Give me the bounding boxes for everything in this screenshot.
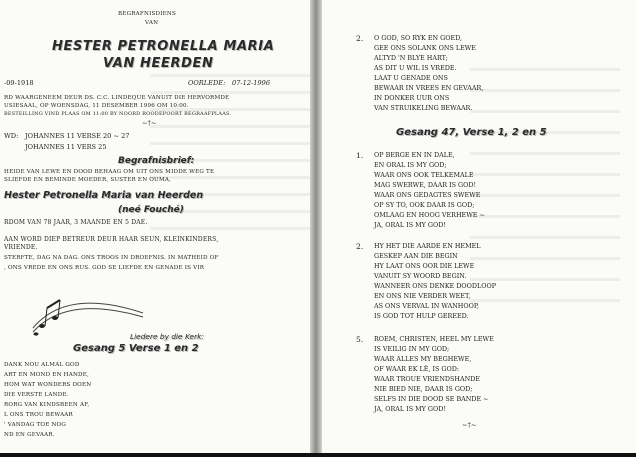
verse-line: OF WAAR EK LÊ, IS GOD: — [374, 365, 460, 373]
scripture-prefix: WD: — [4, 132, 19, 140]
verse-line: IS VEILIG IN MY GOD; — [374, 345, 450, 353]
song-line: L ONS TROU BEWAAR — [4, 412, 73, 418]
verse-number: 5. — [356, 335, 364, 344]
maiden-name: (neé Fouché) — [118, 205, 184, 215]
verse-line: AS DIT U WIL IS VREDE. — [374, 64, 457, 72]
verse-line: MAG SWERWE, DAAR IS GOD! — [374, 181, 477, 189]
service-line: RD WAARGENEEM DEUR DS. C.C. LINDEQUE VANUIT DIE HERVORMDE — [4, 95, 230, 101]
song-line: ND EN GEVAAR. — [4, 432, 55, 438]
service-line: BESTEILLING VIND PLAAS OM 11:00 BY NOORD ROODEPOORT BEGRAAFPLAAS. — [4, 111, 232, 117]
obituary-heading: Begrafnisbrief: — [118, 156, 195, 166]
death-label: OORLEDE: — [188, 79, 226, 87]
ornament: ~†~ — [462, 421, 477, 429]
scan-edge — [0, 453, 636, 457]
verse-line: HY HET DIE AARDE EN HEMEL — [374, 242, 481, 250]
scripture-reading: JOHANNES 11 VERS 25 — [25, 143, 107, 151]
death-date: 07-12-1996 — [232, 79, 271, 87]
song-heading: Gesang 5 Verse 1 en 2 — [73, 343, 199, 354]
obituary-line: AAN WORD DIEP BETREUR DEUR HAAR SEUN, KLEINKINDERS, — [4, 236, 219, 243]
obituary-line: SLIEFDE EN BEMINDE MOEDER, SUSTER EN OUMA, — [4, 177, 172, 183]
verse-number: 2. — [356, 242, 364, 251]
song-line: RORG VAN KINDSBEEN AF, — [4, 402, 90, 408]
verse-line: IS GOD TOT HULP GEREED. — [374, 312, 469, 320]
song-line: ART EN MOND EN HANDE, — [4, 372, 90, 378]
obituary-line: , ONS VREDE EN ONS RUS. GOD SE LIEFDE EN GENADE IS VIR — [4, 265, 205, 271]
obituary-line: VRIENDE. — [4, 244, 38, 251]
obituary-deceased-name: Hester Petronella Maria van Heerden — [4, 190, 204, 201]
verse-line: ROEM, CHRISTEN, HEEL MY LEWE — [374, 335, 494, 343]
verse-line: OP SY TO, OOK DAAR IS GOD; — [374, 201, 475, 209]
songs-heading: Liedere by die Kerk: — [130, 332, 204, 341]
verse-line: LAAT U GENADE ONS — [374, 74, 448, 82]
verse-line: WANNEER ONS DENKE DOODLOOP — [374, 282, 497, 290]
music-notes-icon — [28, 288, 148, 338]
song-heading: Gesang 47, Verse 1, 2 en 5 — [396, 127, 547, 138]
verse-line: HY LAAT ONS OOR DIE LEWE — [374, 262, 475, 270]
verse-number: 1. — [356, 151, 364, 160]
program-title: BEGRAFNISDIENS — [118, 11, 177, 17]
verse-line: GESKEP AAN DIE BEGIN — [374, 252, 458, 260]
verse-line: SELFS IN DIE DOOD SE BANDE ~ — [374, 395, 489, 403]
song-line: DANK NOU ALMAL GOD — [4, 362, 80, 368]
verse-line: VAN STRUIKELING BEWAAR. — [374, 104, 473, 112]
verse-line: BEWAAR IN VREES EN GEVAAR, — [374, 84, 484, 92]
verse-line: OP BERGE EN IN DALE, — [374, 151, 455, 159]
verse-line: IN DONKER UUR ONS — [374, 94, 450, 102]
ornament: ~†~ — [142, 119, 157, 127]
program-title-van: VAN — [145, 20, 159, 26]
verse-line: NIE BIED NIE, DAAR IS GOD; — [374, 385, 473, 393]
age-line: RDOM VAN 78 JAAR, 3 MAANDE EN 5 DAE. — [4, 219, 148, 226]
verse-line: AS ONS VERVAL IN WANHOOP, — [374, 302, 479, 310]
verse-number: 2. — [356, 34, 364, 43]
verse-line: OMLAAG EN HOOG VERHEWE ~ — [374, 211, 485, 219]
service-line: USIESAAL, OP WOENSDAG, 11 DESEMBER 1996 OM 10:00. — [4, 103, 189, 109]
obituary-line: HEIDE VAN LEWE EN DOOD BEHAAG OM UIT ONS MIDDE WEG TE — [4, 169, 215, 175]
page-gutter — [310, 0, 322, 457]
verse-line: O GOD, SO RYK EN GOED, — [374, 34, 463, 42]
song-line: HOM WAT WONDERS DOEN — [4, 382, 92, 388]
verse-line: GEE ONS SOLANK ONS LEWE — [374, 44, 476, 52]
verse-line: JA, ORAL IS MY GOD! — [374, 221, 446, 229]
song-line: ' VANDAG TOE NOG — [4, 422, 67, 428]
verse-line: EN ONS NIE VERDER WEET, — [374, 292, 471, 300]
verse-line: ALTYD 'N BLYE HART; — [374, 54, 448, 62]
deceased-name-line1: HESTER PETRONELLA MARIA — [52, 39, 275, 54]
verse-line: EN ORAL IS MY GOD; — [374, 161, 447, 169]
obituary-line: STERFTE, DAG NA DAG. ONS TROOS IN DROEFNIS. IN MATHEID OF — [4, 255, 219, 261]
scripture-reading: JOHANNES 11 VERSE 20 ~ 27 — [25, 132, 130, 140]
song-line: DIE VERSTE LANDE. — [4, 392, 69, 398]
verse-line: WAAR TROUE VRIENDSHANDE — [374, 375, 480, 383]
birth-date: -09-1918 — [4, 79, 34, 87]
verse-line: WAAR ONS OOK TELKEMALE — [374, 171, 474, 179]
verse-line: WAAR ONS GEDAGTES SWEWE — [374, 191, 481, 199]
verse-line: WAAR ALLES MY BEGHEWE, — [374, 355, 472, 363]
verse-line: VANUIT SY WOORD BEGIN. — [374, 272, 467, 280]
verse-line: JA, ORAL IS MY GOD! — [374, 405, 446, 413]
deceased-name-line2: VAN HEERDEN — [103, 56, 214, 71]
